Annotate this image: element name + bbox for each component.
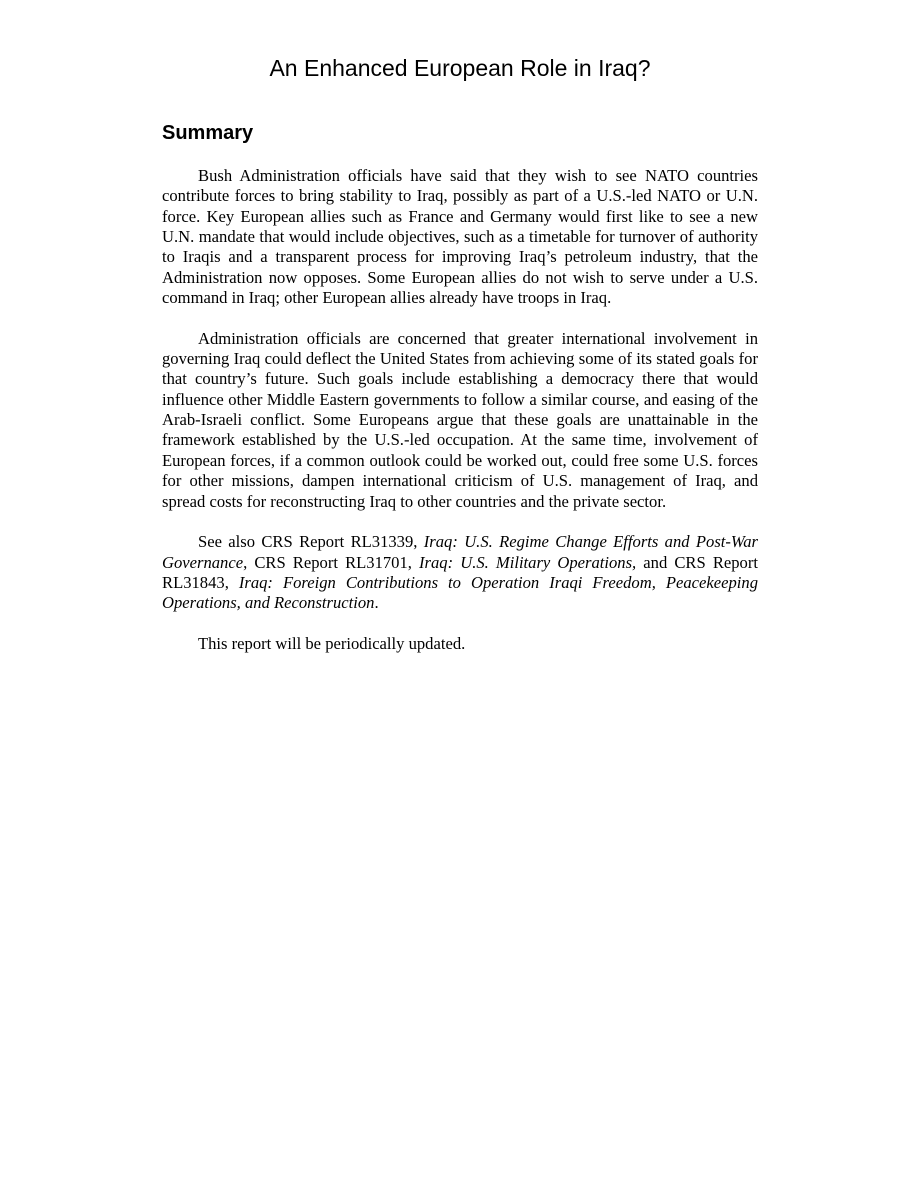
paragraph-3-text-1: See also CRS Report RL31339, xyxy=(198,532,424,552)
report-title-rl31339: Iraq: U.S. Regime Change Efforts and Post-War Governance xyxy=(162,532,758,572)
paragraph-4: This report will be periodically updated. xyxy=(198,633,466,653)
paragraph-1: Bush Administration officials have said that they wish to see NATO countries contribute forces to bring stability to Iraq, possibly as part of a U.S.-led NATO or U.N. force. Key European allies such as France and Germany would first like to see a new U.N. mandate that would include objectives, such as a timetable for turnover of authority to Iraqis and a transparent process for improving Iraq’s petroleum industry, that the Administration now opposes. Some European allies do not wish to serve under a U.S. command in Iraq; other European allies already have troops in Iraq. xyxy=(162,166,758,308)
paragraph-3 xyxy=(162,532,758,613)
paragraph-3-text-2: , CRS Report RL31701, xyxy=(243,552,420,572)
paragraph-3-text-3: and CRS Report RL31843, xyxy=(162,552,758,592)
section-heading-summary: Summary xyxy=(162,122,254,144)
report-title-rl31701: Iraq: U.S. Military Operations, xyxy=(419,552,637,572)
paragraph-2: Administration officials are concerned that greater international involvement in governing Iraq could deflect the United States from achieving some of its stated goals for that country’s future. Such goals include establishing a democracy there that would influence other Middle Eastern governments to follow a similar course, and easing of the Arab-Israeli conflict. Some Europeans argue that these goals are unattainable in the framework established by the U.S.-led occupation. At the same time, involvement of European forces, if a common outlook could be worked out, could free some U.S. forces for other missions, dampen international criticism of U.S. management of Iraq, and spread costs for reconstructing Iraq to other countries and the private sector. xyxy=(162,328,758,511)
report-title-rl31843: Iraq: Foreign Contributions to Operation Iraqi Freedom, Peacekeeping Operations, and Reconstruction xyxy=(162,572,758,613)
paragraph-3-text-4: . xyxy=(374,593,379,613)
page-title: An Enhanced European Role in Iraq? xyxy=(269,55,651,81)
summary-body xyxy=(162,166,758,675)
